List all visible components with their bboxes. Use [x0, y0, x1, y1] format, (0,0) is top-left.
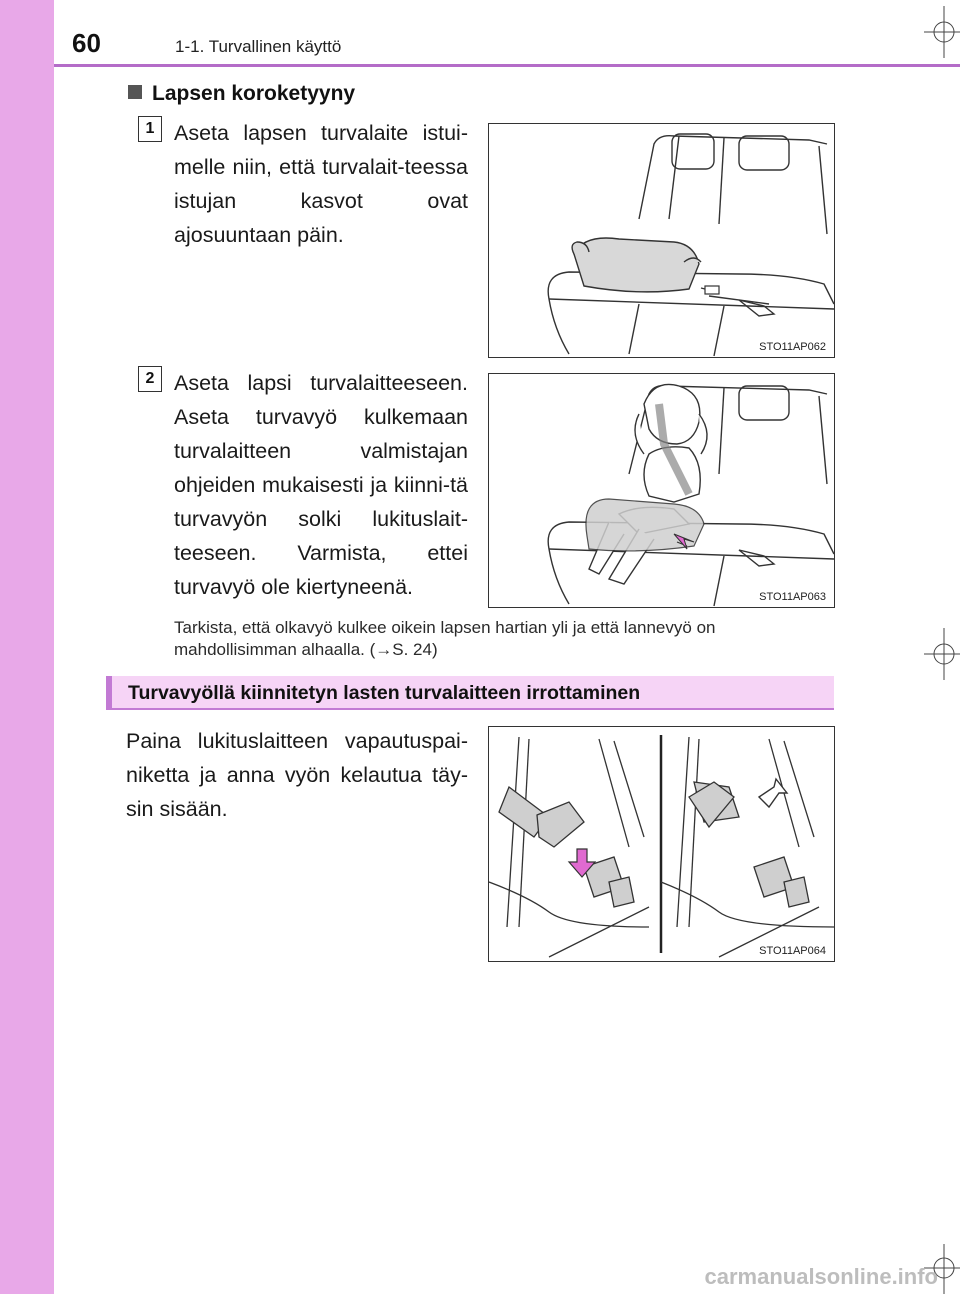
- band-body-text: Paina lukituslaitteen vapautuspai-niketta ja anna vyön kelautua täy-sin sisään.: [126, 729, 468, 821]
- header-rule: [54, 64, 960, 67]
- step-number-box: 2: [138, 366, 162, 392]
- illustration-booster-seat: [488, 123, 835, 358]
- section-heading: [128, 82, 355, 106]
- note-text: Tarkista, että olkavyö kulkee oikein lapsen hartian yli ja että lannevyö on mahdollisimman alhaalla. (→S. 24): [174, 618, 716, 659]
- illustration-code: STO11AP064: [759, 945, 826, 957]
- registration-mark-icon: [924, 6, 960, 58]
- watermark: carmanualsonline.info: [704, 1264, 938, 1289]
- page-number: 60: [72, 28, 101, 58]
- section-band: [106, 676, 834, 710]
- illustration-child-on-booster: [488, 373, 835, 608]
- illustration-buckle-release: [488, 726, 835, 962]
- step-number-box: 1: [138, 116, 162, 142]
- registration-mark-icon: [924, 628, 960, 680]
- step-text: Aseta lapsi turvalaitteeseen. Aseta turvavyö kulkemaan turvalaitteen valmistajan ohjeiden mukaisesti ja kiinni-tä turvavyön solki lukituslait-teeseen. Varmista, ettei turvavyö ole kiertyneenä.: [174, 371, 468, 599]
- section-heading-text: Lapsen koroketyyny: [152, 82, 356, 105]
- square-bullet-icon: [128, 85, 142, 99]
- chapter-title: 1-1. Turvallinen käyttö: [175, 37, 342, 56]
- band-title: Turvavyöllä kiinnitetyn lasten turvalaitteen irrottaminen: [128, 682, 641, 704]
- side-color-strip: [0, 0, 54, 1294]
- illustration-code: STO11AP062: [759, 341, 826, 353]
- illustration-code: STO11AP063: [759, 591, 826, 603]
- step-text: Aseta lapsen turvalaite istui-melle niin, että turvalait-teessa istujan kasvot ovat ajosuuntaan päin.: [174, 121, 468, 247]
